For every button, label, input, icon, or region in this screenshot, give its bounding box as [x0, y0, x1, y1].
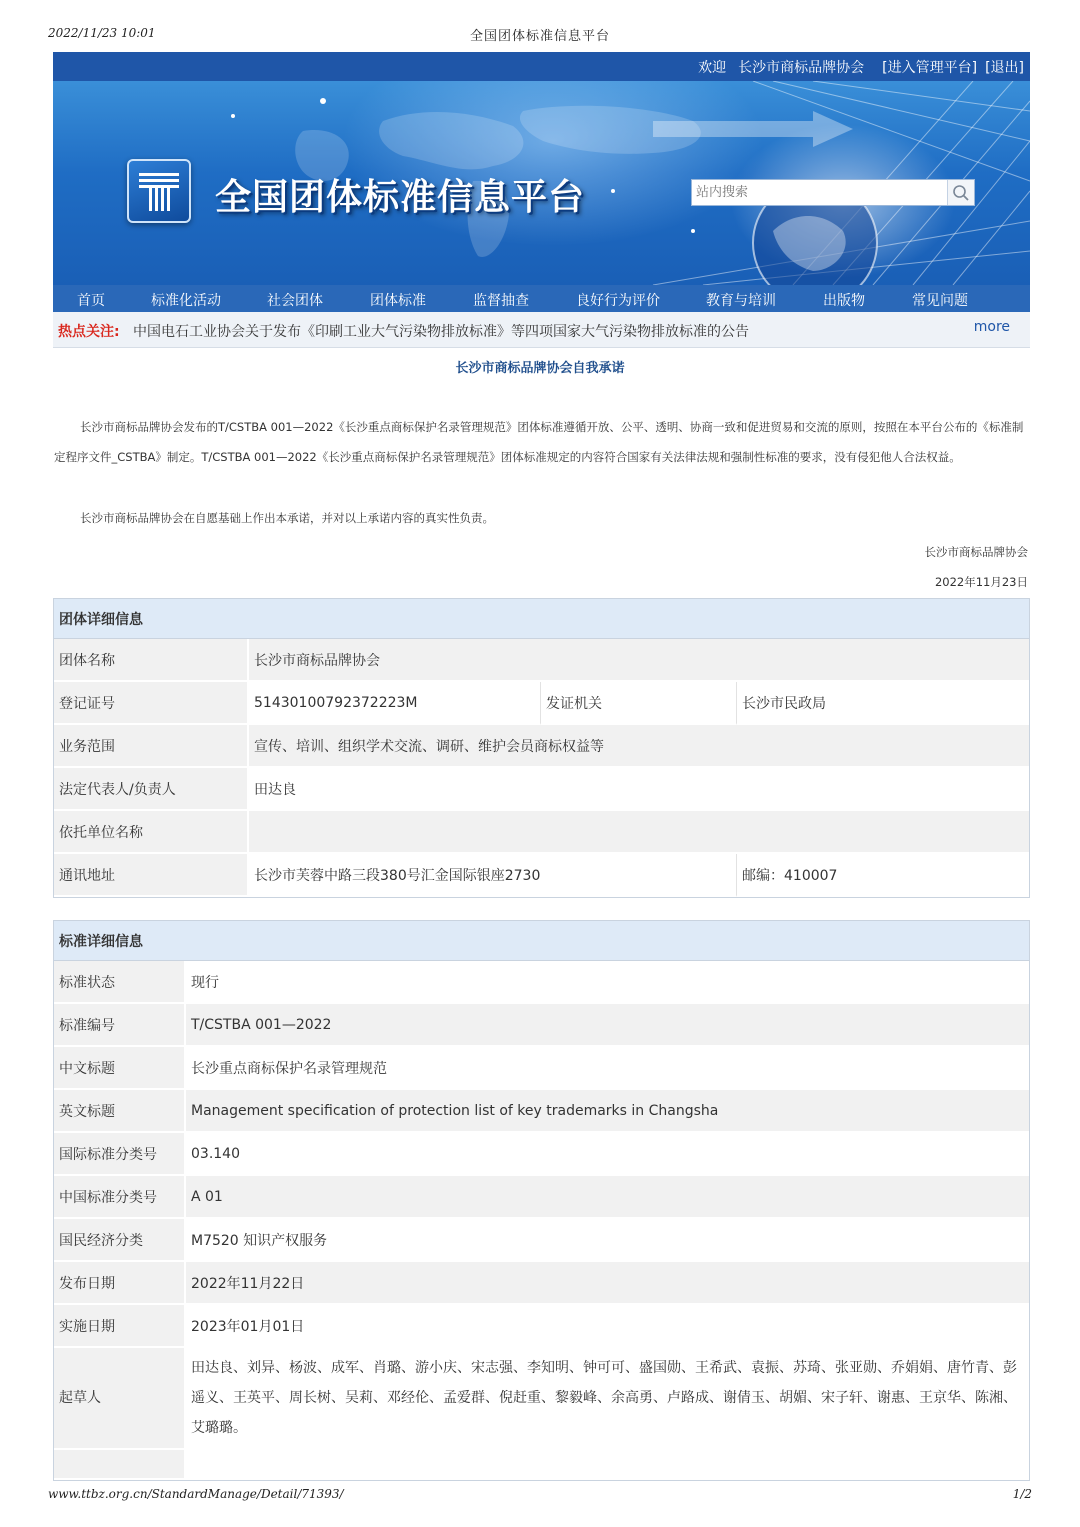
print-page-number: 1/2 [1012, 1487, 1032, 1501]
std-row-label-empty [54, 1450, 186, 1480]
scope-label: 业务范围 [54, 725, 249, 768]
nav-faq[interactable]: 常见问题 [912, 293, 968, 309]
std-drafters-value: 田达良、刘异、杨波、成军、肖璐、游小庆、宋志强、李知明、钟可可、盛国勋、王希武、袁振、苏琦、张亚勋、乔娟娟、唐竹青、彭遥义、王英平、周长树、吴莉、邓经伦、孟爱群、倪赶重、黎毅峰、余高勇、卢路成、谢倩玉、胡媚、宋子轩、谢惠、王京华、陈湘、艾璐璐。 [186, 1348, 1029, 1450]
std-number-value: T/CSTBA 001—2022 [186, 1004, 1029, 1047]
page-header [53, 52, 1030, 348]
std-cn-title-value: 长沙重点商标保护名录管理规范 [186, 1047, 1029, 1090]
std-info-table [53, 920, 1030, 1481]
std-row-label: 国民经济分类 [54, 1219, 186, 1262]
reg-no-label: 登记证号 [54, 682, 249, 725]
issuer-value: 长沙市民政局 [737, 682, 1029, 725]
commitment-signer: 长沙市商标品牌协会 [924, 545, 1028, 559]
welcome-text: 欢迎 [698, 59, 727, 76]
nav-publications[interactable]: 出版物 [823, 293, 865, 309]
nav-training[interactable]: 教育与培训 [706, 293, 776, 309]
issuer-label: 发证机关 [541, 682, 737, 725]
search-button[interactable] [947, 180, 974, 205]
host-unit-value [249, 811, 1029, 854]
std-row-label: 中文标题 [54, 1047, 186, 1090]
nav-organizations[interactable]: 社会团体 [267, 293, 323, 309]
org-name-label: 团体名称 [54, 639, 249, 682]
scope-value: 宣传、培训、组织学术交流、调研、维护会员商标权益等 [249, 725, 1029, 768]
print-url: www.ttbz.org.cn/StandardManage/Detail/71393/ [48, 1487, 344, 1501]
std-row-label: 起草人 [54, 1348, 186, 1450]
org-name-value: 长沙市商标品牌协会 [249, 639, 1029, 682]
commitment-date: 2022年11月23日 [934, 575, 1028, 589]
std-ics-value: 03.140 [186, 1133, 1029, 1176]
std-publish-date-value: 2022年11月22日 [186, 1262, 1029, 1305]
search-box [691, 179, 975, 206]
std-row-label: 实施日期 [54, 1305, 186, 1348]
std-economy-class-value: M7520 知识产权服务 [186, 1219, 1029, 1262]
std-info-header: 标准详细信息 [54, 921, 1029, 961]
search-icon [952, 184, 970, 202]
commitment-paragraph-1 [54, 412, 1030, 472]
hot-label: 热点关注: [58, 324, 120, 340]
rep-value: 田达良 [249, 768, 1029, 811]
commitment-text-2: 长沙市商标品牌协会在自愿基础上作出本承诺，并对以上承诺内容的真实性负责。 [80, 511, 494, 525]
print-doc-title: 全国团体标准信息平台 [469, 29, 610, 44]
reg-no-value: 51430100792372223M [249, 682, 541, 725]
search-input[interactable] [692, 180, 947, 205]
top-bar [53, 52, 1030, 81]
org-info-header: 团体详细信息 [54, 599, 1029, 639]
address-value: 长沙市芙蓉中路三段380号汇金国际银座2730 [249, 854, 737, 897]
print-datetime: 2022/11/23 10:01 [48, 26, 156, 40]
commitment-paragraph-2 [54, 503, 1030, 533]
commitment-text-1: 长沙市商标品牌协会发布的T/CSTBA 001—2022《长沙重点商标保护名录管理规范》团体标准遵循开放、公平、透明、协商一致和促进贸易和交流的原则，按照在本平台公布的《标准制定程序文件_CSTBA》制定。T/CSTBA 001—2022《长沙重点商标保护名录管理规范》团体标准规定的内容符合国家有关法律法规和强制性标准的要求，没有侵犯他人合法权益。 [54, 420, 1024, 464]
site-logo[interactable] [127, 159, 191, 223]
main-nav [53, 285, 1030, 312]
std-effective-date-value: 2023年01月01日 [186, 1305, 1029, 1348]
site-title: 全国团体标准信息平台 [215, 177, 586, 218]
std-en-title-value: Management specification of protection list of key trademarks in Changsha [186, 1090, 1029, 1133]
std-ccs-value: A 01 [186, 1176, 1029, 1219]
std-row-label: 中国标准分类号 [54, 1176, 186, 1219]
hot-topics-bar [53, 312, 1030, 348]
std-status-value: 现行 [186, 961, 1029, 1004]
hot-topic-link[interactable]: 中国电石工业协会关于发布《印刷工业大气污染物排放标准》等四项国家大气污染物排放标准的公告 [133, 324, 749, 340]
page-title: 长沙市商标品牌协会自我承诺 [455, 361, 625, 376]
std-row-label: 国际标准分类号 [54, 1133, 186, 1176]
std-row-label: 标准状态 [54, 961, 186, 1004]
nav-evaluation[interactable]: 良好行为评价 [576, 293, 660, 309]
host-unit-label: 依托单位名称 [54, 811, 249, 854]
nav-home[interactable]: 首页 [77, 293, 105, 309]
more-link[interactable]: more [973, 319, 1010, 335]
user-name: 长沙市商标品牌协会 [738, 59, 865, 76]
std-row-label: 英文标题 [54, 1090, 186, 1133]
std-row-label: 发布日期 [54, 1262, 186, 1305]
nav-standardization[interactable]: 标准化活动 [151, 293, 221, 309]
banner [53, 81, 1030, 285]
postcode-value: 邮编：410007 [737, 854, 1029, 897]
nav-group-standards[interactable]: 团体标准 [370, 293, 426, 309]
std-row-label: 标准编号 [54, 1004, 186, 1047]
rep-label: 法定代表人/负责人 [54, 768, 249, 811]
logo-icon [129, 161, 189, 221]
address-label: 通讯地址 [54, 854, 249, 897]
std-row-value-empty [186, 1450, 1029, 1480]
logout-link[interactable]: [退出] [985, 59, 1024, 76]
admin-link[interactable]: [进入管理平台] [882, 59, 978, 76]
org-info-table [53, 598, 1030, 898]
nav-inspection[interactable]: 监督抽查 [473, 293, 529, 309]
